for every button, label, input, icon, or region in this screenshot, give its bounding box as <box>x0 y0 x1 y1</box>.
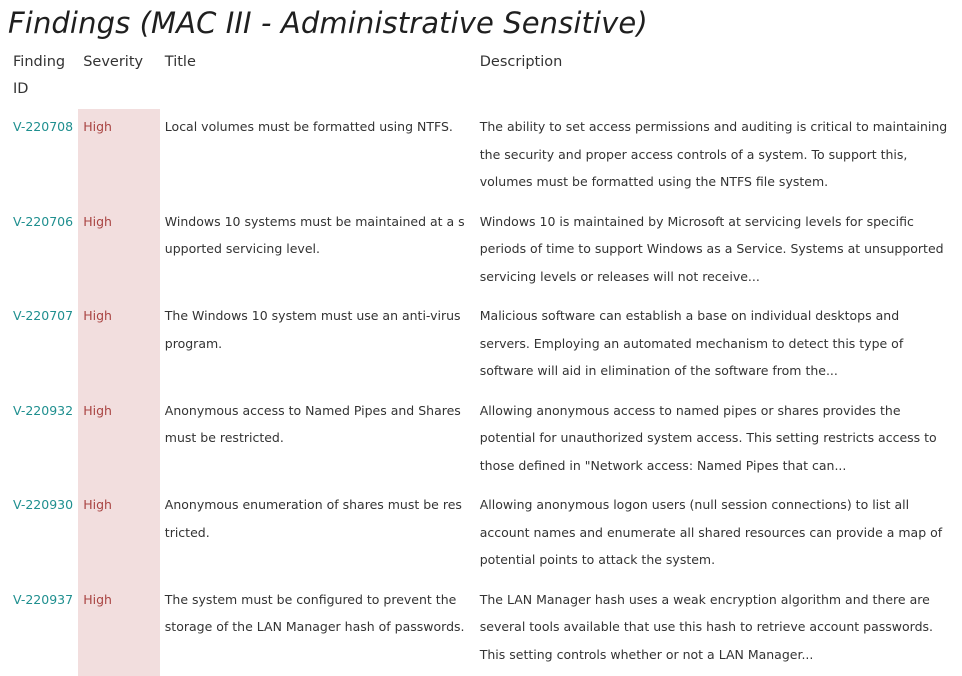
finding-id-cell <box>8 487 78 582</box>
table-row <box>8 393 956 488</box>
finding-id-link[interactable]: V-220707 <box>13 308 73 323</box>
finding-title: Anonymous enumeration of shares must be restricted. <box>160 487 475 582</box>
finding-description: The ability to set access permissions and auditing is critical to maintaining the security and proper access controls of a system. To support this, volumes must be formatted using the NTFS file system. <box>475 109 956 204</box>
finding-title: Local volumes must be formatted using NTFS. <box>160 109 475 204</box>
column-header-title: Title <box>160 46 475 109</box>
finding-title: Anonymous access to Named Pipes and Shares must be restricted. <box>160 393 475 488</box>
table-header-row <box>8 46 956 109</box>
table-row <box>8 204 956 299</box>
finding-id-cell <box>8 204 78 299</box>
finding-id-cell <box>8 582 78 676</box>
finding-id-link[interactable]: V-220937 <box>13 592 73 607</box>
table-row <box>8 298 956 393</box>
finding-id-cell <box>8 298 78 393</box>
finding-id-cell <box>8 109 78 204</box>
table-row <box>8 109 956 204</box>
finding-description: The LAN Manager hash uses a weak encryption algorithm and there are several tools available that use this hash to retrieve account passwords. This setting controls whether or not a LAN Manager... <box>475 582 956 676</box>
column-header-finding-id: Finding ID <box>8 46 78 109</box>
finding-id-link[interactable]: V-220706 <box>13 214 73 229</box>
finding-title: The Windows 10 system must use an anti-virus program. <box>160 298 475 393</box>
column-header-description: Description <box>475 46 956 109</box>
severity-badge: High <box>78 487 160 582</box>
severity-badge: High <box>78 204 160 299</box>
finding-description: Allowing anonymous logon users (null session connections) to list all account names and enumerate all shared resources can provide a map of potential points to attack the system. <box>475 487 956 582</box>
finding-description: Windows 10 is maintained by Microsoft at servicing levels for specific periods of time to support Windows as a Service. Systems at unsupported servicing levels or releases will not receive... <box>475 204 956 299</box>
finding-description: Malicious software can establish a base on individual desktops and servers. Employing an automated mechanism to detect this type of software will aid in elimination of the software from the... <box>475 298 956 393</box>
finding-id-link[interactable]: V-220708 <box>13 119 73 134</box>
severity-badge: High <box>78 582 160 676</box>
finding-id-link[interactable]: V-220930 <box>13 497 73 512</box>
finding-title: The system must be configured to prevent the storage of the LAN Manager hash of passwords. <box>160 582 475 676</box>
severity-badge: High <box>78 298 160 393</box>
page-title: Findings (MAC III - Administrative Sensitive) <box>8 0 648 46</box>
severity-badge: High <box>78 109 160 204</box>
findings-table <box>8 46 956 676</box>
column-header-severity: Severity <box>78 46 160 109</box>
table-row <box>8 487 956 582</box>
finding-id-link[interactable]: V-220932 <box>13 403 73 418</box>
table-row <box>8 582 956 676</box>
severity-badge: High <box>78 393 160 488</box>
finding-title: Windows 10 systems must be maintained at a supported servicing level. <box>160 204 475 299</box>
finding-description: Allowing anonymous access to named pipes or shares provides the potential for unauthorized system access. This setting restricts access to those defined in "Network access: Named Pipes that can... <box>475 393 956 488</box>
finding-id-cell <box>8 393 78 488</box>
